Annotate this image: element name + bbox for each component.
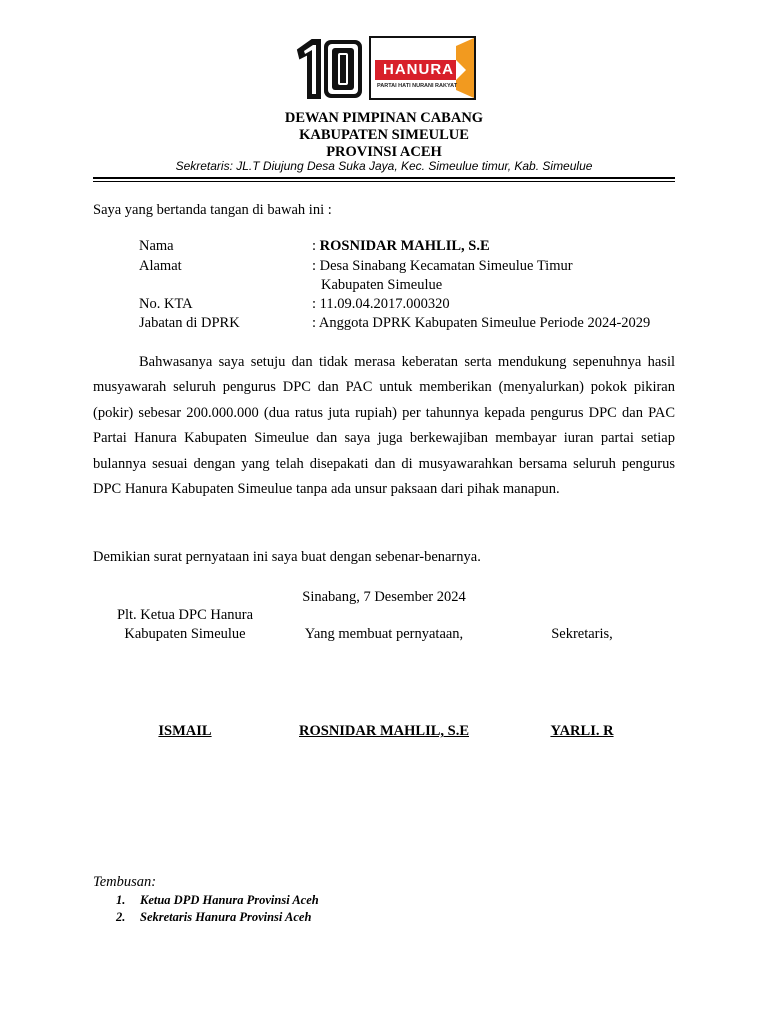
party-logo [294, 36, 478, 102]
hanura-banner [375, 60, 462, 80]
address-value-line2: Kabupaten Simeulue [321, 277, 443, 293]
intro-text: Saya yang bertanda tangan di bawah ini : [93, 202, 332, 218]
statement-text: Bahwasanya saya setuju dan tidak merasa keberatan serta mendukung sepenuhnya hasil musyawarah seluruh pengurus DPC dan PAC untuk memberikan (menyalurkan) pokok pikiran (pokir) sebesar 200.000.000 (dua ratus juta rupiah) per tahunnya kepada pengurus DPC dan PAC Partai Hanura Kabupaten Simeulue dan saya juga berkewajiban membayar iuran partai setiap bulannya sesuai dengan yang telah disepakati dan di musyawarahkan bersama seluruh pengurus DPC Hanura Kabupaten Simeulue tanpa ada unsur paksaan dari pihak manapun. [93, 354, 675, 498]
position-value: : Anggota DPRK Kabupaten Simeulue Periode 2024-2029 [312, 315, 651, 331]
address-value: : Desa Sinabang Kecamatan Simeulue Timur [312, 258, 573, 274]
tembusan-item-2 [116, 910, 312, 925]
left-signer-name: ISMAIL [158, 723, 212, 739]
kta-value: : 11.09.04.2017.000320 [312, 296, 450, 312]
header-address: Sekretaris: JL.T Diujung Desa Suka Jaya, Kec. Simeulue timur, Kab. Simeulue [175, 159, 593, 173]
name-value: ROSNIDAR MAHLIL, S.E [319, 238, 490, 254]
tembusan-number: 1. [116, 893, 126, 907]
position-label: Jabatan di DPRK [139, 315, 240, 331]
left-signer-title-2: Kabupaten Simeulue [124, 626, 246, 642]
closing-text: Demikian surat pernyataan ini saya buat dengan sebenar-benarnya. [93, 549, 481, 565]
center-signer-title: Yang membuat pernyataan, [304, 626, 464, 642]
party-name: HANURA [383, 61, 454, 78]
tembusan-label: Tembusan: [93, 874, 157, 890]
header-line-1: DEWAN PIMPINAN CABANG [284, 110, 484, 126]
number-ten-logo [294, 38, 364, 100]
center-signer-name: ROSNIDAR MAHLIL, S.E [299, 723, 469, 739]
party-tagline: PARTAI HATI NURANI RAKYAT [377, 83, 458, 89]
right-signer-name: YARLI. R [550, 723, 614, 739]
statement-paragraph [93, 350, 675, 502]
name-row [312, 238, 490, 255]
address-label: Alamat [139, 258, 182, 274]
header-line-3: PROVINSI ACEH [326, 144, 442, 160]
orange-wedge-icon [456, 38, 474, 98]
kta-label: No. KTA [139, 296, 193, 312]
hanura-emblem [369, 36, 476, 100]
tembusan-text: Ketua DPD Hanura Provinsi Aceh [140, 893, 319, 907]
name-colon: : [312, 238, 320, 254]
tembusan-item-1 [116, 893, 319, 908]
right-signer-title: Sekretaris, [551, 626, 613, 642]
name-label: Nama [139, 238, 174, 254]
header-divider-thick [93, 177, 675, 179]
left-signer-title-1: Plt. Ketua DPC Hanura [116, 607, 254, 623]
tembusan-text: Sekretaris Hanura Provinsi Aceh [140, 910, 312, 924]
header-divider-thin [93, 181, 675, 182]
place-date: Sinabang, 7 Desember 2024 [302, 589, 466, 605]
tembusan-number: 2. [116, 910, 126, 924]
header-line-2: KABUPATEN SIMEULUE [299, 127, 469, 143]
